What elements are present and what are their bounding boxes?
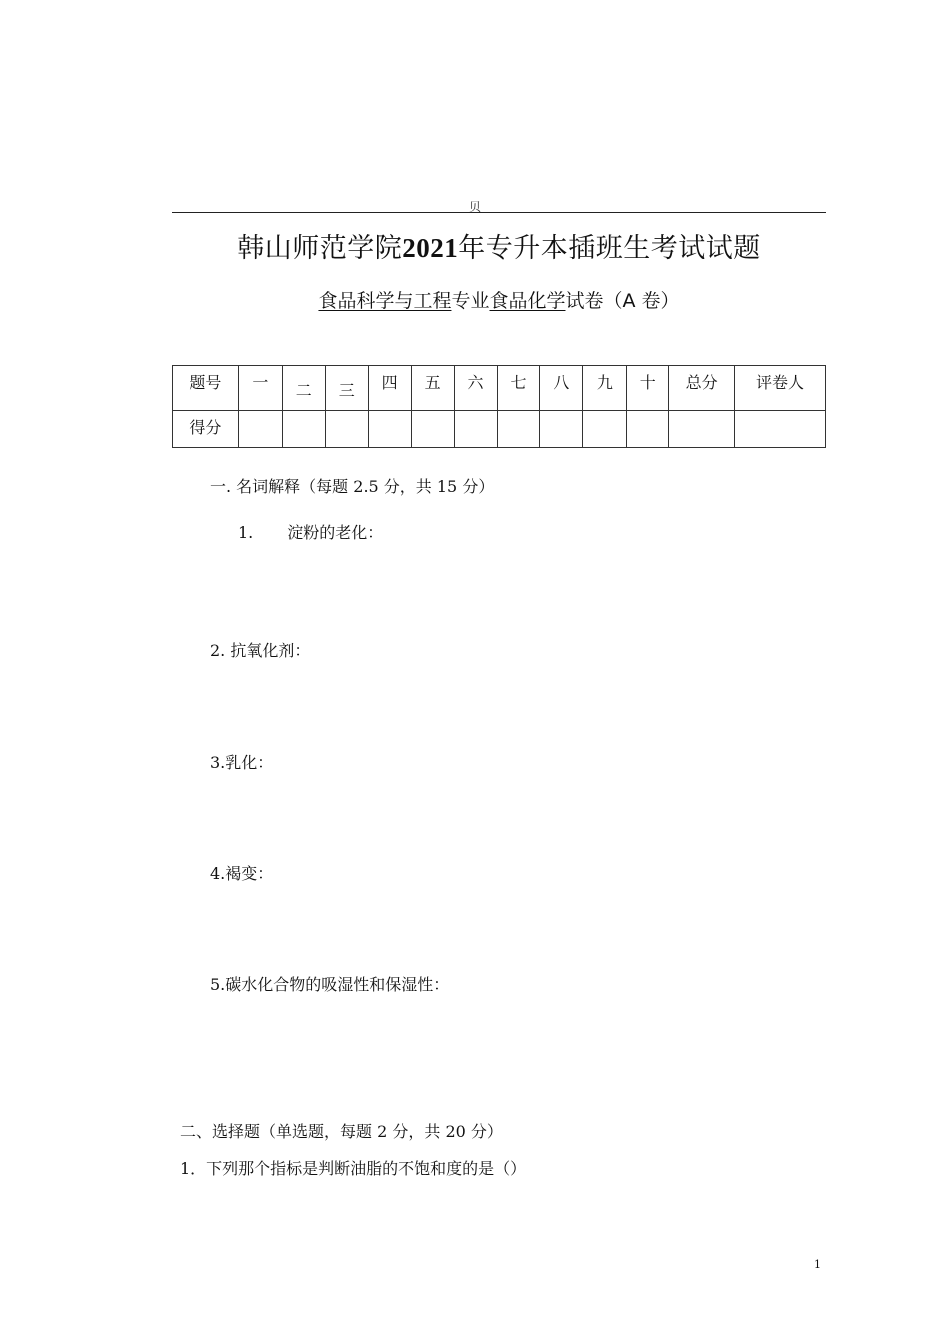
score-cell-q1: 一 xyxy=(238,366,282,411)
score-cell-label: 题号 xyxy=(173,366,239,411)
title-exam: 年专升本插班生考试试题 xyxy=(458,233,761,264)
exam-subtitle xyxy=(0,286,950,313)
score-blank xyxy=(282,411,325,448)
score-blank xyxy=(325,411,368,448)
question-number: 5. xyxy=(210,975,226,994)
score-blank xyxy=(540,411,583,448)
score-blank xyxy=(627,411,669,448)
score-cell-grader: 评卷人 xyxy=(735,366,826,411)
question-text: 乳化： xyxy=(225,753,274,772)
question-1-1 xyxy=(238,520,383,543)
question-text: 褐变： xyxy=(225,864,274,883)
page-number: 1 xyxy=(814,1258,821,1271)
score-cell-q3: 三 xyxy=(325,366,368,411)
question-1-5 xyxy=(210,972,449,995)
subtitle-mid: 专业 xyxy=(451,290,490,312)
score-blank xyxy=(735,411,826,448)
question-number: 3. xyxy=(210,753,226,772)
score-cell-q4: 四 xyxy=(368,366,411,411)
score-header-row xyxy=(173,366,826,411)
section2-heading: 二、选择题（单选题，每题 2 分，共 20 分） xyxy=(180,1122,503,1141)
score-cell-total: 总分 xyxy=(669,366,735,411)
score-table xyxy=(172,365,826,448)
score-row-label: 得分 xyxy=(173,411,239,448)
score-blank xyxy=(411,411,454,448)
score-blank xyxy=(238,411,282,448)
question-2-1: 1．下列那个指标是判断油脂的不饱和度的是（） xyxy=(180,1159,527,1178)
score-cell-q10: 十 xyxy=(627,366,669,411)
question-text: 淀粉的老化： xyxy=(287,523,384,542)
header-mark: 贝 xyxy=(468,200,481,214)
score-cell-q9: 九 xyxy=(583,366,627,411)
score-cell-q5: 五 xyxy=(411,366,454,411)
question-1-3 xyxy=(210,750,273,773)
question-text: 抗氧化剂： xyxy=(230,641,311,660)
subtitle-course: 食品化学 xyxy=(489,290,566,312)
score-value-row xyxy=(173,411,826,448)
score-cell-q7: 七 xyxy=(497,366,540,411)
question-1-4 xyxy=(210,861,273,884)
question-1-2 xyxy=(210,638,310,661)
score-blank xyxy=(497,411,540,448)
score-blank xyxy=(368,411,411,448)
exam-title xyxy=(0,226,950,265)
subtitle-paper: 试卷（A 卷） xyxy=(565,290,680,312)
score-blank xyxy=(454,411,497,448)
question-number: 4. xyxy=(210,864,226,883)
section1-heading: 一. 名词解释（每题 2.5 分，共 15 分） xyxy=(210,477,495,496)
score-cell-q2: 二 xyxy=(282,366,325,411)
title-year: 2021 xyxy=(402,233,459,263)
score-blank xyxy=(669,411,735,448)
question-text: 碳水化合物的吸湿性和保湿性： xyxy=(225,975,450,994)
header-rule xyxy=(172,212,826,213)
score-cell-q8: 八 xyxy=(540,366,583,411)
question-number: 1. xyxy=(238,523,254,542)
question-number: 2. xyxy=(210,641,226,660)
title-school: 韩山师范学院 xyxy=(237,233,403,264)
subtitle-major: 食品科学与工程 xyxy=(318,290,452,312)
score-blank xyxy=(583,411,627,448)
score-cell-q6: 六 xyxy=(454,366,497,411)
